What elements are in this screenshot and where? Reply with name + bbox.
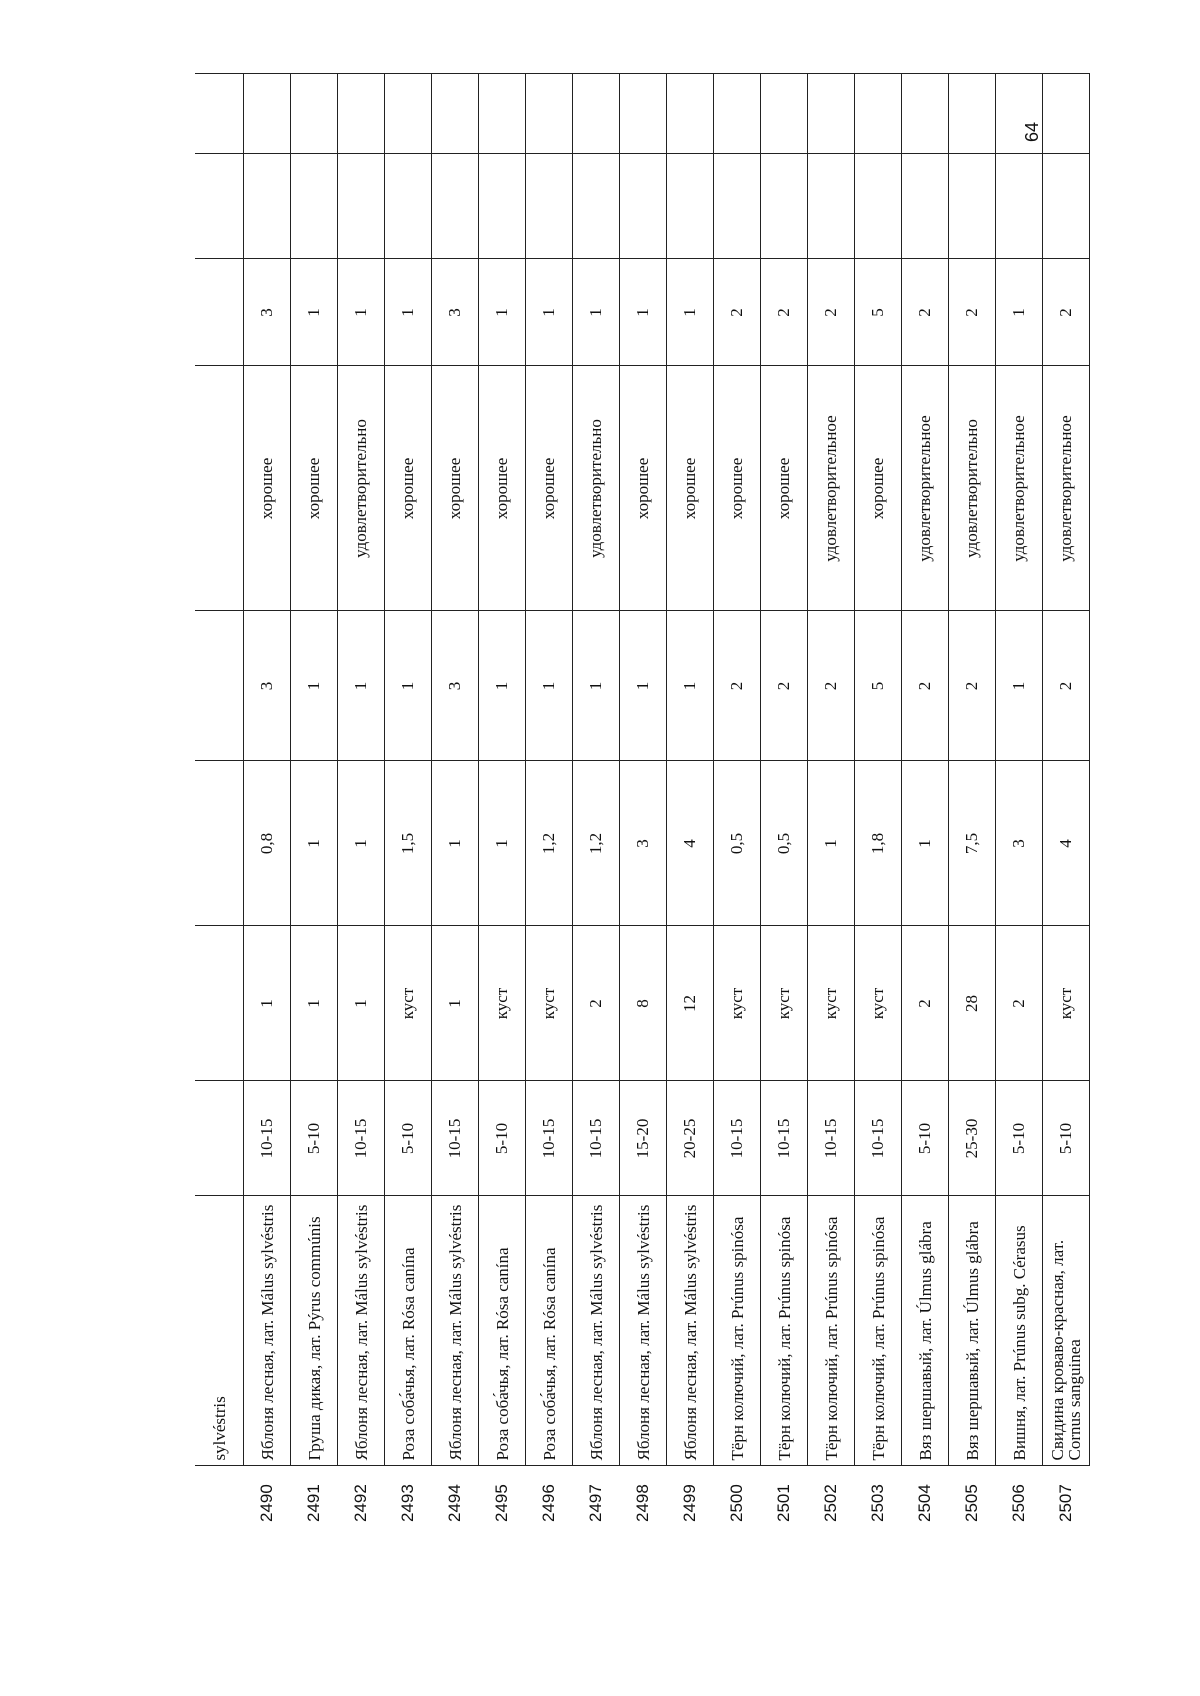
species-name-cell: Яблоня лесная, лат. Málus sylvéstris [244, 1196, 291, 1466]
height-cell: 3 [996, 761, 1043, 926]
empty-cell [902, 74, 949, 154]
empty-cell [432, 74, 479, 154]
empty-cell [667, 74, 714, 154]
state-cell: хорошее [526, 366, 573, 611]
qty-cell [195, 611, 244, 761]
age-cell: 15-20 [620, 1081, 667, 1196]
row-number-cell: 2497 [586, 1484, 605, 1522]
row-number-cell: 2491 [304, 1484, 323, 1522]
inventory-table [195, 74, 1090, 1525]
qty-cell: 1 [385, 611, 432, 761]
row-number-cell: 2493 [398, 1484, 417, 1522]
species-name-cell: Роза соба́чья, лат. Rósa canína [385, 1196, 432, 1466]
table-row [855, 74, 902, 1524]
qty-cell: 2 [902, 611, 949, 761]
empty-cell [526, 154, 573, 259]
empty-cell [996, 154, 1043, 259]
table-row [902, 74, 949, 1524]
qty-cell: 1 [479, 611, 526, 761]
species-name-cell: Свидина кроваво-красная, лат. Cornus sanguinea [1043, 1196, 1090, 1466]
height-cell: 0,5 [761, 761, 808, 926]
row-number-cell: 2494 [445, 1484, 464, 1522]
row-number-cell: 2492 [351, 1484, 370, 1522]
height-cell: 1 [479, 761, 526, 926]
age-cell: 10-15 [244, 1081, 291, 1196]
species-name-cell: sylvéstris [195, 1196, 244, 1466]
age-cell: 10-15 [432, 1081, 479, 1196]
empty-cell [714, 154, 761, 259]
age-cell: 5-10 [902, 1081, 949, 1196]
empty-cell [195, 154, 244, 259]
height-cell: 3 [620, 761, 667, 926]
state-cell: хорошее [714, 366, 761, 611]
row-number-cell: 2496 [539, 1484, 558, 1522]
empty-cell [714, 74, 761, 154]
qty-cell: 5 [855, 611, 902, 761]
state-cell: хорошее [291, 366, 338, 611]
empty-cell [949, 74, 996, 154]
total-cell [195, 259, 244, 366]
state-cell: удовлетворительное [808, 366, 855, 611]
table-row [338, 74, 385, 1524]
age-cell: 10-15 [573, 1081, 620, 1196]
count-cell: куст [1043, 926, 1090, 1081]
species-name-cell: Тёрн колючий, лат. Prúnus spinósa [855, 1196, 902, 1466]
empty-cell [808, 154, 855, 259]
row-number-cell: 2495 [492, 1484, 511, 1522]
table-row [526, 74, 573, 1524]
empty-cell [385, 154, 432, 259]
qty-cell: 2 [761, 611, 808, 761]
count-cell: куст [526, 926, 573, 1081]
state-cell: хорошее [385, 366, 432, 611]
empty-cell [573, 154, 620, 259]
empty-cell [949, 154, 996, 259]
height-cell: 7,5 [949, 761, 996, 926]
species-name-cell: Яблоня лесная, лат. Málus sylvéstris [620, 1196, 667, 1466]
rotated-document-table [195, 74, 1090, 1524]
height-cell: 0,8 [244, 761, 291, 926]
total-cell: 1 [338, 259, 385, 366]
height-cell: 0,5 [714, 761, 761, 926]
height-cell: 1 [291, 761, 338, 926]
count-cell: 8 [620, 926, 667, 1081]
row-number-cell: 2502 [821, 1484, 840, 1522]
count-cell: 2 [996, 926, 1043, 1081]
count-cell: куст [479, 926, 526, 1081]
age-cell: 10-15 [714, 1081, 761, 1196]
state-cell: хорошее [479, 366, 526, 611]
row-number-cell: 2506 [1009, 1484, 1028, 1522]
state-cell: удовлетворительно [338, 366, 385, 611]
empty-cell [338, 74, 385, 154]
state-cell: хорошее [667, 366, 714, 611]
count-cell: 12 [667, 926, 714, 1081]
species-name-cell: Груша дикая, лат. Pýrus commúnis [291, 1196, 338, 1466]
state-cell: хорошее [620, 366, 667, 611]
height-cell: 1,8 [855, 761, 902, 926]
empty-cell [855, 74, 902, 154]
empty-cell [996, 74, 1043, 154]
table-row [1043, 74, 1090, 1524]
table-row [667, 74, 714, 1524]
age-cell: 10-15 [808, 1081, 855, 1196]
table-row [432, 74, 479, 1524]
table-row [761, 74, 808, 1524]
row-number-cell: 2505 [962, 1484, 981, 1522]
height-cell: 1,2 [573, 761, 620, 926]
species-name-cell: Тёрн колючий, лат. Prúnus spinósa [761, 1196, 808, 1466]
empty-cell [479, 74, 526, 154]
species-name-cell: Тёрн колючий, лат. Prúnus spinósa [714, 1196, 761, 1466]
total-cell: 2 [761, 259, 808, 366]
count-cell: 1 [291, 926, 338, 1081]
total-cell: 1 [667, 259, 714, 366]
total-cell: 2 [714, 259, 761, 366]
species-name-cell: Яблоня лесная, лат. Málus sylvéstris [573, 1196, 620, 1466]
species-name-cell: Вишня, лат. Prúnus subg. Cérasus [996, 1196, 1043, 1466]
state-cell: хорошее [432, 366, 479, 611]
age-cell: 5-10 [291, 1081, 338, 1196]
row-number-cell: 2498 [633, 1484, 652, 1522]
table-row [620, 74, 667, 1524]
table-row [291, 74, 338, 1524]
row-number-cell [195, 1466, 244, 1524]
table-row [949, 74, 996, 1524]
state-cell: удовлетворительно [949, 366, 996, 611]
age-cell: 5-10 [385, 1081, 432, 1196]
height-cell: 1 [808, 761, 855, 926]
species-name-cell: Вяз шершавый, лат. Úlmus glábra [902, 1196, 949, 1466]
empty-cell [1043, 74, 1090, 154]
table-row [479, 74, 526, 1524]
total-cell: 1 [620, 259, 667, 366]
count-cell: куст [855, 926, 902, 1081]
row-number-cell: 2507 [1056, 1484, 1075, 1522]
age-cell: 10-15 [855, 1081, 902, 1196]
total-cell: 1 [573, 259, 620, 366]
qty-cell: 2 [1043, 611, 1090, 761]
count-cell: 1 [244, 926, 291, 1081]
total-cell: 2 [902, 259, 949, 366]
empty-cell [526, 74, 573, 154]
state-cell [195, 366, 244, 611]
table-row [996, 74, 1043, 1524]
height-cell: 4 [1043, 761, 1090, 926]
age-cell: 20-25 [667, 1081, 714, 1196]
row-number-cell: 2500 [727, 1484, 746, 1522]
qty-cell: 1 [573, 611, 620, 761]
species-name-cell: Яблоня лесная, лат. Málus sylvéstris [667, 1196, 714, 1466]
height-cell: 1 [432, 761, 479, 926]
state-cell: хорошее [855, 366, 902, 611]
total-cell: 1 [996, 259, 1043, 366]
empty-cell [667, 154, 714, 259]
total-cell: 5 [855, 259, 902, 366]
row-number-cell: 2501 [774, 1484, 793, 1522]
count-cell: куст [385, 926, 432, 1081]
species-name-cell: Роза соба́чья, лат. Rósa canína [526, 1196, 573, 1466]
qty-cell: 1 [291, 611, 338, 761]
age-cell: 25-30 [949, 1081, 996, 1196]
state-cell: удовлетворительное [996, 366, 1043, 611]
count-cell: 2 [573, 926, 620, 1081]
table-row-continuation [195, 74, 244, 1524]
age-cell [195, 1081, 244, 1196]
age-cell: 10-15 [761, 1081, 808, 1196]
age-cell: 10-15 [338, 1081, 385, 1196]
state-cell: удовлетворительное [1043, 366, 1090, 611]
total-cell: 1 [526, 259, 573, 366]
table-body [195, 74, 1090, 1524]
table-row [573, 74, 620, 1524]
height-cell: 1 [338, 761, 385, 926]
qty-cell: 2 [808, 611, 855, 761]
height-cell: 4 [667, 761, 714, 926]
total-cell: 2 [949, 259, 996, 366]
age-cell: 5-10 [1043, 1081, 1090, 1196]
qty-cell: 1 [996, 611, 1043, 761]
height-cell: 1,2 [526, 761, 573, 926]
qty-cell: 3 [244, 611, 291, 761]
empty-cell [573, 74, 620, 154]
row-number-cell: 2503 [868, 1484, 887, 1522]
empty-cell [855, 154, 902, 259]
total-cell: 1 [479, 259, 526, 366]
count-cell: 28 [949, 926, 996, 1081]
height-cell: 1,5 [385, 761, 432, 926]
qty-cell: 2 [714, 611, 761, 761]
empty-cell [1043, 154, 1090, 259]
empty-cell [479, 154, 526, 259]
qty-cell: 1 [526, 611, 573, 761]
total-cell: 1 [291, 259, 338, 366]
count-cell: 1 [432, 926, 479, 1081]
species-name-cell: Яблоня лесная, лат. Málus sylvéstris [338, 1196, 385, 1466]
qty-cell: 1 [667, 611, 714, 761]
empty-cell [432, 154, 479, 259]
total-cell: 1 [385, 259, 432, 366]
state-cell: хорошее [761, 366, 808, 611]
state-cell: хорошее [244, 366, 291, 611]
total-cell: 3 [432, 259, 479, 366]
empty-cell [808, 74, 855, 154]
qty-cell: 2 [949, 611, 996, 761]
total-cell: 2 [808, 259, 855, 366]
total-cell: 2 [1043, 259, 1090, 366]
qty-cell: 3 [432, 611, 479, 761]
page-number: 64 [1022, 121, 1042, 142]
count-cell: куст [808, 926, 855, 1081]
state-cell: удовлетворительное [902, 366, 949, 611]
age-cell: 10-15 [526, 1081, 573, 1196]
qty-cell: 1 [338, 611, 385, 761]
empty-cell [620, 154, 667, 259]
empty-cell [761, 74, 808, 154]
age-cell: 5-10 [996, 1081, 1043, 1196]
empty-cell [244, 154, 291, 259]
empty-cell [761, 154, 808, 259]
table-row [385, 74, 432, 1524]
row-number-cell: 2499 [680, 1484, 699, 1522]
empty-cell [385, 74, 432, 154]
row-number-cell: 2504 [915, 1484, 934, 1522]
table-row [714, 74, 761, 1524]
empty-cell [291, 74, 338, 154]
empty-cell [338, 154, 385, 259]
age-cell: 5-10 [479, 1081, 526, 1196]
height-cell [195, 761, 244, 926]
state-cell: удовлетворительно [573, 366, 620, 611]
species-name-cell: Роза соба́чья, лат. Rósa canína [479, 1196, 526, 1466]
count-cell [195, 926, 244, 1081]
species-name-cell: Вяз шершавый, лат. Úlmus glábra [949, 1196, 996, 1466]
empty-cell [902, 154, 949, 259]
empty-cell [244, 74, 291, 154]
row-number-cell: 2490 [257, 1484, 276, 1522]
count-cell: куст [761, 926, 808, 1081]
height-cell: 1 [902, 761, 949, 926]
empty-cell [291, 154, 338, 259]
empty-cell [620, 74, 667, 154]
total-cell: 3 [244, 259, 291, 366]
empty-cell [195, 74, 244, 154]
species-name-cell: Тёрн колючий, лат. Prúnus spinósa [808, 1196, 855, 1466]
count-cell: куст [714, 926, 761, 1081]
table-row [808, 74, 855, 1524]
table-row [244, 74, 291, 1524]
species-name-cell: Яблоня лесная, лат. Málus sylvéstris [432, 1196, 479, 1466]
qty-cell: 1 [620, 611, 667, 761]
count-cell: 2 [902, 926, 949, 1081]
count-cell: 1 [338, 926, 385, 1081]
